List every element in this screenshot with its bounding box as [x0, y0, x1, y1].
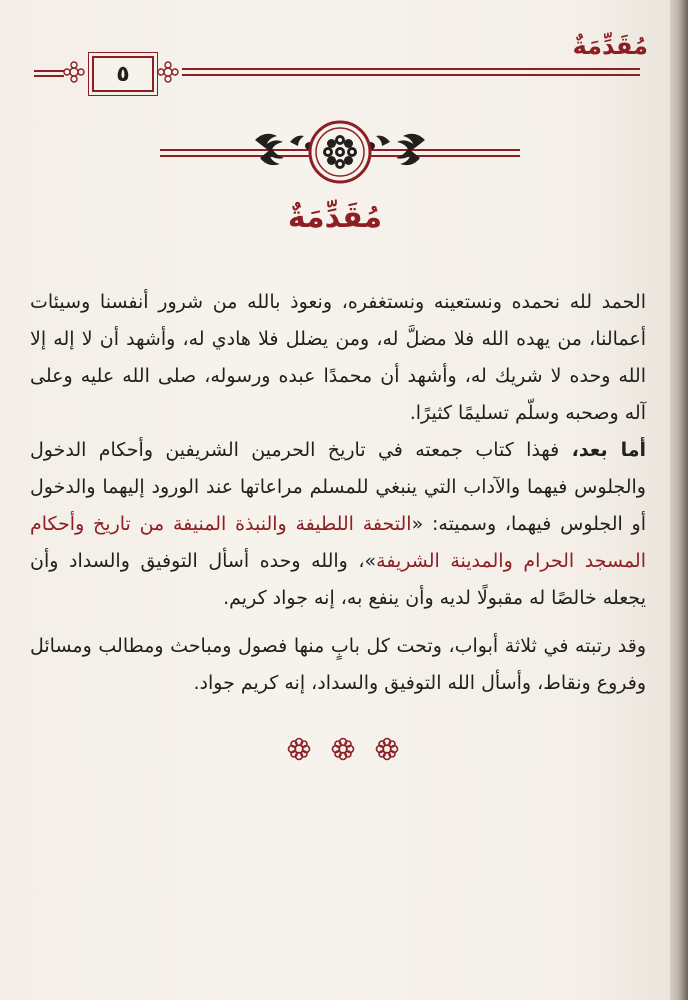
chapter-title: مُقَدِّمَةٌ — [287, 200, 383, 235]
header-rule-right-2 — [182, 74, 640, 76]
closing-ornament — [286, 736, 400, 766]
vine-ornament-icon — [160, 112, 520, 192]
book-title-highlight: التحفة اللطيفة والنبذة المنيفة من تاريخ وأحكام المسجد الحرام والمدينة الشريفة — [30, 513, 646, 572]
paragraph-2-text-a: فهذا كتاب جمعته في تاريخ الحرمين الشريفين وأحكام الدخول والجلوس فيهما والآداب التي ينبغي للمسلم مراعاتها عند الورود إليهما والدخول أو الجلوس فيهما، وسميته: « — [30, 439, 646, 535]
page-number-box — [92, 56, 154, 92]
flower-icon — [286, 736, 400, 762]
page-edge — [670, 0, 688, 1000]
header-rule-left — [34, 70, 64, 72]
header-rule-right — [182, 68, 640, 70]
paragraph-2-lead: أما بعد، — [571, 439, 646, 461]
paragraph-2-text-b: »، والله وحده أسأل التوفيق والسداد وأن يجعله خالصًا له مقبولًا لديه وأن ينفع به، إنه جواد كريم. — [30, 550, 646, 609]
paragraph-2 — [30, 432, 646, 617]
rosette-icon — [156, 60, 180, 84]
paragraph-3 — [30, 628, 646, 702]
rosette-icon — [62, 60, 86, 84]
paragraph-1 — [30, 284, 646, 432]
header-rule-left-2 — [34, 75, 64, 77]
paragraph-1-text: الحمد لله نحمده ونستعينه ونستغفره، ونعوذ بالله من شرور أنفسنا وسيئات أعمالنا، من يهده الله فلا مضلَّ له، ومن يضلل فلا هادي له، وأشهد أن لا إله إلا الله وحده لا شريك له، وأشهد أن محمدًا عبده ورسوله، صلى الله عليه وعلى آله وصحبه وسلّم تسليمًا كثيرًا. — [30, 291, 646, 424]
paragraph-3-text: وقد رتبته في ثلاثة أبواب، وتحت كل بابٍ منها فصول ومباحث ومطالب ومسائل وفروع ونقاط، وأسأل الله التوفيق والسداد، إنه كريم جواد. — [30, 635, 646, 694]
running-title: مُقَدِّمَةٌ — [572, 32, 648, 60]
page-number: ٥ — [116, 61, 130, 87]
